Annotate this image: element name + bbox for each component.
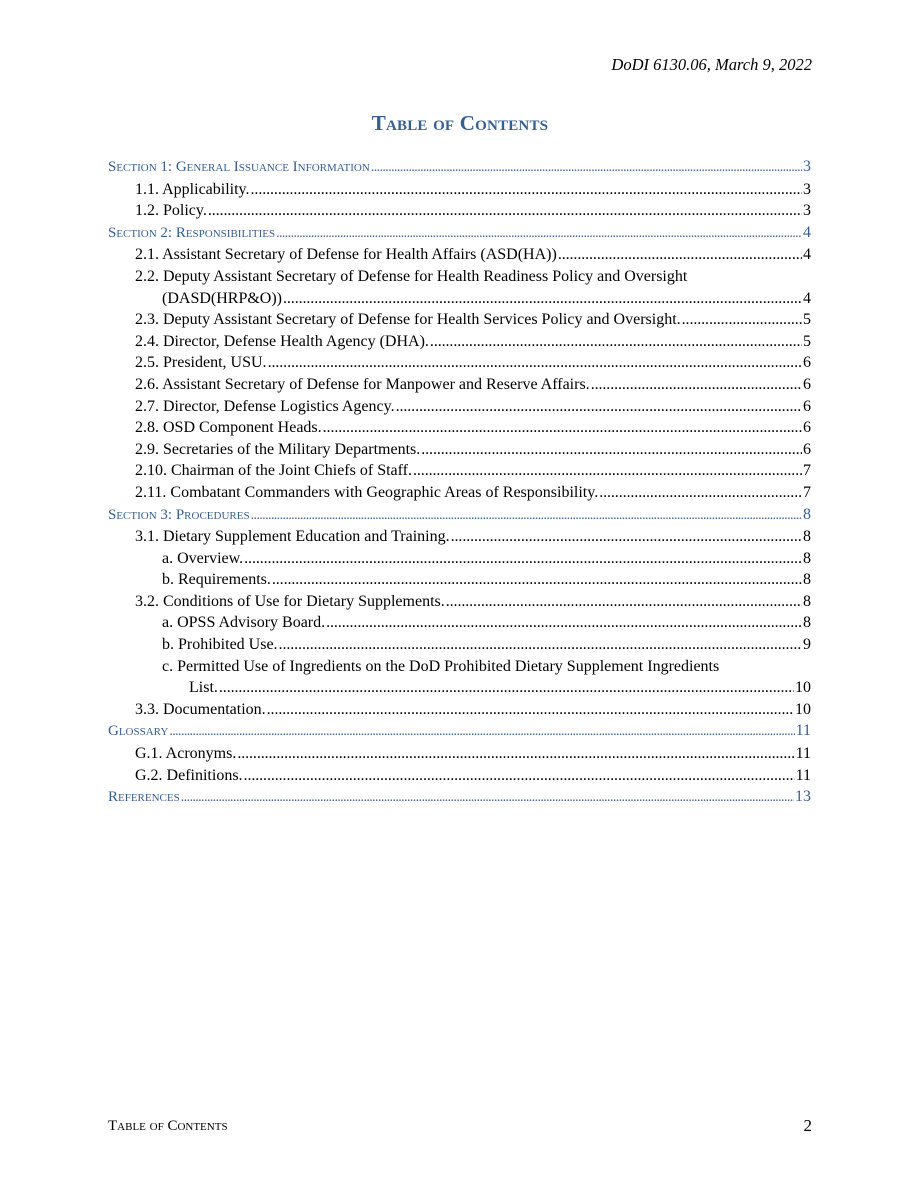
toc-entry-label: a. OPSS Advisory Board. — [162, 614, 326, 632]
toc-entry-label: 3.1. Dietary Supplement Education and Training. — [135, 528, 450, 546]
dot-leader — [283, 288, 802, 310]
toc-entry-label: b. Prohibited Use. — [162, 636, 278, 654]
dot-leader — [268, 352, 802, 374]
toc-entry-label: 1.2. Policy. — [135, 202, 207, 220]
footer-page-number: 2 — [803, 1116, 812, 1135]
toc-entry-g-2[interactable] — [108, 765, 811, 787]
toc-page-number: 8 — [803, 549, 811, 567]
toc-entry-2-8[interactable] — [108, 417, 811, 439]
toc-entry-2-5[interactable] — [108, 352, 811, 374]
footer-section-title: Table of Contents — [108, 1118, 228, 1134]
toc-entry-label: (DASD(HRP&O)) — [162, 289, 282, 307]
toc-page-number: 11 — [795, 722, 811, 740]
toc-entry-label-line1: 2.2. Deputy Assistant Secretary of Defense for Health Readiness Policy and Oversight — [135, 267, 688, 285]
dot-leader — [169, 721, 794, 743]
toc-section-1-entry[interactable] — [108, 156, 811, 179]
toc-entry-label: b. Requirements. — [162, 571, 271, 589]
toc-page-number: 11 — [795, 766, 811, 784]
toc-entry-2-11[interactable] — [108, 482, 811, 504]
toc-entry-2-6[interactable] — [108, 374, 811, 396]
dot-leader — [276, 223, 802, 245]
toc-entry-label: G.1. Acronyms. — [135, 745, 237, 763]
dot-leader — [599, 482, 802, 504]
toc-entry-label: 1.1. Applicability. — [135, 180, 250, 198]
toc-page-number: 4 — [803, 289, 811, 307]
toc-page-number: 7 — [803, 483, 811, 501]
toc-glossary-entry[interactable] — [108, 720, 811, 743]
dot-leader — [421, 439, 802, 461]
toc-page-number: 11 — [795, 745, 811, 763]
toc-entry-label: 2.7. Director, Defense Logistics Agency. — [135, 397, 395, 415]
dot-leader — [244, 548, 802, 570]
dot-leader — [396, 396, 802, 418]
toc-page-number: 6 — [803, 354, 811, 372]
toc-page-number: 4 — [803, 223, 811, 241]
toc-entry-1-2[interactable] — [108, 200, 811, 222]
toc-entry-label: 2.8. OSD Component Heads. — [135, 419, 322, 437]
toc-page-number: 6 — [803, 419, 811, 437]
toc-entry-label: References — [108, 789, 180, 806]
dot-leader — [682, 309, 802, 331]
dot-leader — [219, 677, 794, 699]
toc-entry-label: Section 3: Procedures — [108, 506, 250, 523]
toc-page-number: 6 — [803, 397, 811, 415]
page-title: Table of Contents — [371, 111, 549, 135]
dot-leader — [591, 374, 802, 396]
toc-page-number: 8 — [803, 528, 811, 546]
dot-leader — [413, 460, 802, 482]
toc-page-number: 5 — [803, 332, 811, 350]
toc-entry-2-1[interactable] — [108, 244, 811, 266]
toc-entry-label: 2.1. Assistant Secretary of Defense for Health Affairs (ASD(HA)) — [135, 246, 557, 264]
dot-leader — [267, 699, 794, 721]
toc-entry-2-2[interactable] — [108, 266, 811, 309]
toc-entry-3-2[interactable] — [108, 591, 811, 613]
dot-leader — [181, 787, 794, 809]
toc-entry-label: 3.2. Conditions of Use for Dietary Supplements. — [135, 592, 445, 610]
toc-section-2-entry[interactable] — [108, 222, 811, 245]
toc-entry-2-10[interactable] — [108, 460, 811, 482]
toc-entry-continuation — [108, 677, 811, 699]
toc-entry-2-7[interactable] — [108, 396, 811, 418]
toc-entry-label: 2.6. Assistant Secretary of Defense for Manpower and Reserve Affairs. — [135, 375, 590, 393]
toc-page-number: 6 — [803, 375, 811, 393]
toc-page-number: 9 — [803, 636, 811, 654]
dot-leader — [279, 634, 802, 656]
toc-entry-continuation — [108, 288, 811, 310]
toc-entry-3-1-b[interactable] — [108, 569, 811, 591]
toc-entry-label: Section 1: General Issuance Information — [108, 159, 370, 175]
dot-leader — [251, 505, 802, 527]
toc-entry-label: 2.10. Chairman of the Joint Chiefs of Staff. — [135, 462, 412, 480]
dot-leader — [323, 417, 802, 439]
toc-page-number: 3 — [803, 202, 811, 220]
toc-section-3-entry[interactable] — [108, 504, 811, 527]
toc-entry-3-2-a[interactable] — [108, 612, 811, 634]
toc-entry-3-1[interactable] — [108, 526, 811, 548]
toc-entry-label: 2.3. Deputy Assistant Secretary of Defense for Health Services Policy and Oversight. — [135, 311, 681, 329]
toc-page-number: 4 — [803, 246, 811, 264]
toc-entry-label: 2.9. Secretaries of the Military Departments. — [135, 440, 421, 458]
dot-leader — [272, 569, 802, 591]
dot-leader — [251, 179, 802, 201]
toc-page-number: 10 — [795, 679, 811, 697]
toc-entry-label: Glossary — [108, 723, 169, 740]
document-reference-header: DoDI 6130.06, March 9, 2022 — [611, 55, 812, 74]
dot-leader — [558, 244, 802, 266]
toc-entry-3-2-c[interactable] — [108, 656, 811, 699]
table-of-contents — [108, 156, 811, 809]
dot-leader — [430, 331, 802, 353]
dot-leader — [446, 591, 802, 613]
toc-entry-label: List. — [189, 679, 218, 697]
toc-entry-2-3[interactable] — [108, 309, 811, 331]
dot-leader — [371, 157, 802, 179]
dot-leader — [451, 526, 802, 548]
dot-leader — [237, 743, 794, 765]
toc-page-number: 8 — [803, 505, 811, 523]
toc-page-number: 13 — [795, 788, 811, 806]
toc-page-number: 7 — [803, 462, 811, 480]
dot-leader — [244, 765, 795, 787]
toc-page-number: 6 — [803, 440, 811, 458]
toc-entry-label: 2.5. President, USU. — [135, 354, 267, 372]
toc-entry-2-4[interactable] — [108, 331, 811, 353]
toc-entry-3-3[interactable] — [108, 699, 811, 721]
toc-page-number: 10 — [795, 700, 811, 718]
toc-page-number: 3 — [803, 180, 811, 198]
toc-entry-label: a. Overview. — [162, 549, 244, 567]
toc-entry-label: Section 2: Responsibilities — [108, 224, 276, 241]
dot-leader — [326, 612, 802, 634]
toc-entry-label: 3.3. Documentation. — [135, 700, 266, 718]
toc-references-entry[interactable] — [108, 786, 811, 809]
toc-entry-g-1[interactable] — [108, 743, 811, 765]
toc-entry-label: 2.4. Director, Defense Health Agency (DHA). — [135, 332, 429, 350]
toc-entry-3-2-b[interactable] — [108, 634, 811, 656]
toc-page-number: 5 — [803, 311, 811, 329]
toc-entry-label: G.2. Definitions. — [135, 766, 243, 784]
toc-page-number: 8 — [803, 614, 811, 632]
toc-entry-2-9[interactable] — [108, 439, 811, 461]
toc-page-number: 8 — [803, 571, 811, 589]
toc-entry-1-1[interactable] — [108, 179, 811, 201]
toc-entry-label: 2.11. Combatant Commanders with Geographic Areas of Responsibility. — [135, 483, 599, 501]
toc-page-number: 8 — [803, 592, 811, 610]
toc-entry-label-line1: c. Permitted Use of Ingredients on the DoD Prohibited Dietary Supplement Ingredients — [162, 657, 720, 675]
toc-page-number: 3 — [803, 158, 811, 175]
toc-entry-3-1-a[interactable] — [108, 548, 811, 570]
dot-leader — [208, 200, 802, 222]
